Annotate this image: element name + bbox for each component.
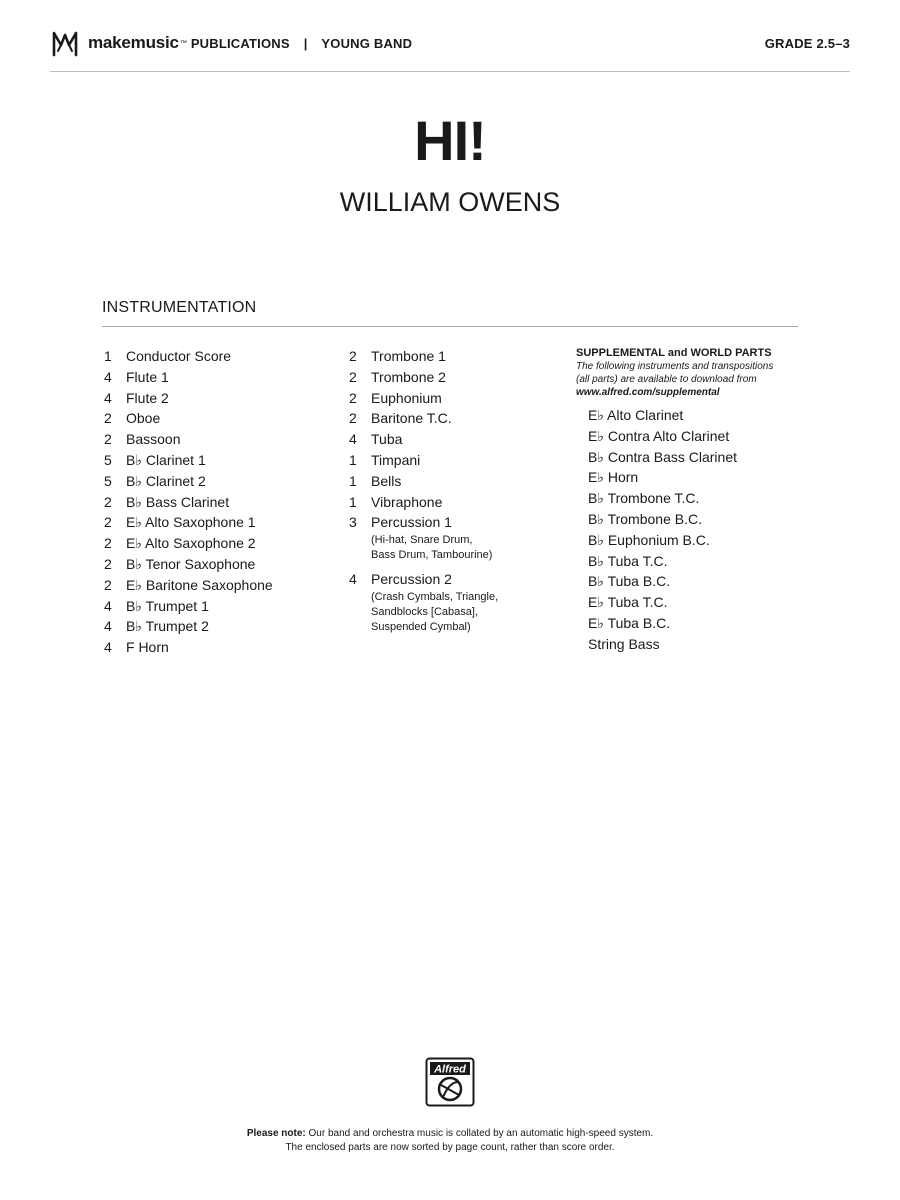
instrument-name: Flute 2 xyxy=(126,389,169,406)
supplemental-item: E♭ Tuba T.C. xyxy=(588,594,668,611)
instrument-name: B♭ Tenor Saxophone xyxy=(126,555,256,572)
composer-name: WILLIAM OWENS xyxy=(339,187,561,217)
supplemental-item: B♭ Trombone B.C. xyxy=(588,510,702,527)
supplemental-description-line: The following instruments and transpositions xyxy=(576,361,774,372)
footnote-label: Please note: xyxy=(246,1128,306,1139)
part-count: 2 xyxy=(104,514,112,531)
series-label: YOUNG BAND xyxy=(321,35,413,51)
instrument-name: Percussion 2 xyxy=(371,571,452,588)
supplemental-item: E♭ Tuba B.C. xyxy=(588,614,671,631)
instrument-name: Bassoon xyxy=(126,431,181,448)
instrument-name: Vibraphone xyxy=(371,493,443,510)
brand-name: makemusic xyxy=(88,33,179,52)
instrument-row xyxy=(104,429,273,450)
instrument-row xyxy=(104,575,273,596)
instrument-name: E♭ Alto Saxophone 1 xyxy=(126,514,256,531)
supplemental-item: B♭ Euphonium B.C. xyxy=(588,531,710,548)
part-count: 1 xyxy=(349,451,357,468)
instrument-row xyxy=(349,492,498,513)
instrument-row xyxy=(104,637,273,658)
instrument-row xyxy=(104,512,273,533)
supplemental-item: B♭ Tuba T.C. xyxy=(588,552,668,569)
instrument-row xyxy=(104,616,273,637)
page-header xyxy=(50,26,850,60)
instrument-name: Euphonium xyxy=(371,389,442,406)
supplemental-item: E♭ Contra Alto Clarinet xyxy=(588,427,730,444)
supplemental-description-line: (all parts) are available to download from xyxy=(576,374,757,385)
instrument-row xyxy=(349,408,498,429)
instrument-row xyxy=(104,367,273,388)
instrument-name: Timpani xyxy=(371,451,421,468)
supplemental-item: B♭ Tuba B.C. xyxy=(588,573,671,590)
instrument-row xyxy=(349,367,498,388)
supplemental-item: String Bass xyxy=(588,635,660,652)
part-count: 2 xyxy=(349,348,357,364)
instrument-name: B♭ Bass Clarinet xyxy=(126,493,230,510)
part-count: 4 xyxy=(104,639,112,656)
supplemental-url: www.alfred.com/supplemental xyxy=(576,387,720,398)
instrument-row xyxy=(104,346,273,367)
instrument-name: Percussion 1 xyxy=(371,514,452,531)
part-count: 4 xyxy=(104,368,112,385)
part-count: 4 xyxy=(104,597,112,614)
part-count: 5 xyxy=(104,472,112,489)
instrument-name: Flute 1 xyxy=(126,368,169,385)
header-separator: | xyxy=(303,35,308,51)
instrument-row xyxy=(349,450,498,471)
instrument-name: B♭ Clarinet 2 xyxy=(126,472,206,489)
instrumentation-divider xyxy=(102,326,798,327)
instrument-name: Baritone T.C. xyxy=(371,410,452,427)
instrument-row xyxy=(104,471,273,492)
supplemental-title: SUPPLEMENTAL and WORLD PARTS xyxy=(576,347,772,359)
instrument-name: F Horn xyxy=(126,639,169,656)
instrument-row xyxy=(104,596,273,617)
part-count: 1 xyxy=(349,472,357,489)
supplemental-item: E♭ Horn xyxy=(588,469,639,486)
instrument-row xyxy=(349,512,498,533)
instrument-row xyxy=(104,450,273,471)
instrument-row xyxy=(349,471,498,492)
instrument-row xyxy=(349,569,498,590)
instrument-column-1 xyxy=(104,346,273,658)
part-count: 2 xyxy=(104,555,112,572)
footnote-text-2: The enclosed parts are now sorted by page count, rather than score order. xyxy=(285,1142,615,1153)
instrument-name: B♭ Clarinet 1 xyxy=(126,451,206,468)
instrument-column-2 xyxy=(349,346,498,635)
instrument-name: Trombone 1 xyxy=(371,348,446,364)
instrument-name: Conductor Score xyxy=(126,348,232,364)
supplemental-item: B♭ Trombone T.C. xyxy=(588,490,700,507)
part-count: 2 xyxy=(349,410,357,427)
percussion-2-note-line: Suspended Cymbal) xyxy=(371,620,471,633)
footnote-text-1: Our band and orchestra music is collated by an automatic high-speed system. xyxy=(308,1128,654,1139)
instrumentation-heading: INSTRUMENTATION xyxy=(102,299,257,316)
instrument-row xyxy=(349,388,498,409)
part-count: 4 xyxy=(104,389,112,406)
part-count: 3 xyxy=(349,514,357,531)
brand-trademark: ™ xyxy=(179,39,187,47)
supplemental-item: B♭ Contra Bass Clarinet xyxy=(588,448,737,465)
instrument-name: E♭ Baritone Saxophone xyxy=(126,576,273,593)
part-count: 4 xyxy=(104,618,112,635)
part-count: 4 xyxy=(349,571,357,588)
piece-title: HI! xyxy=(414,109,486,172)
percussion-1-note-line: Bass Drum, Tambourine) xyxy=(371,549,493,562)
part-count: 2 xyxy=(349,368,357,385)
instrument-row xyxy=(104,408,273,429)
supplemental-item: E♭ Alto Clarinet xyxy=(588,407,684,423)
instrument-name: B♭ Trumpet 2 xyxy=(126,618,209,635)
instrument-row xyxy=(349,429,498,450)
instrument-name: Tuba xyxy=(371,431,403,448)
part-count: 2 xyxy=(104,493,112,510)
instrument-row xyxy=(104,492,273,513)
part-count: 2 xyxy=(104,410,112,427)
grade-label: GRADE 2.5–3 xyxy=(764,35,850,51)
instrument-name: Oboe xyxy=(126,410,161,427)
percussion-1-note-line: (Hi-hat, Snare Drum, xyxy=(371,534,473,547)
instrument-row xyxy=(104,554,273,575)
instrument-row xyxy=(104,533,273,554)
makemusic-logo-icon xyxy=(50,27,80,59)
instrument-row xyxy=(349,346,498,367)
instrument-name: Bells xyxy=(371,472,402,489)
footnote xyxy=(0,1127,900,1155)
alfred-logo-icon xyxy=(425,1057,475,1107)
percussion-2-note-line: Sandblocks [Cabasa], xyxy=(371,605,479,618)
part-count: 2 xyxy=(104,576,112,593)
footnote-line-1 xyxy=(0,1127,900,1141)
part-count: 1 xyxy=(104,348,112,364)
part-count: 1 xyxy=(349,493,357,510)
part-count: 4 xyxy=(349,431,357,448)
alfred-logo-text: Alfred xyxy=(434,1063,466,1076)
percussion-2-note-line: (Crash Cymbals, Triangle, xyxy=(371,590,499,603)
part-count: 2 xyxy=(104,535,112,552)
brand-publications: PUBLICATIONS xyxy=(190,35,290,51)
instrument-row xyxy=(104,388,273,409)
instrument-name: E♭ Alto Saxophone 2 xyxy=(126,535,256,552)
supplemental-parts xyxy=(576,346,806,655)
part-count: 5 xyxy=(104,451,112,468)
header-divider xyxy=(50,71,850,72)
part-count: 2 xyxy=(104,431,112,448)
instrument-name: Trombone 2 xyxy=(371,368,446,385)
part-count: 2 xyxy=(349,389,357,406)
supplemental-list xyxy=(588,405,806,655)
instrument-name: B♭ Trumpet 1 xyxy=(126,597,209,614)
